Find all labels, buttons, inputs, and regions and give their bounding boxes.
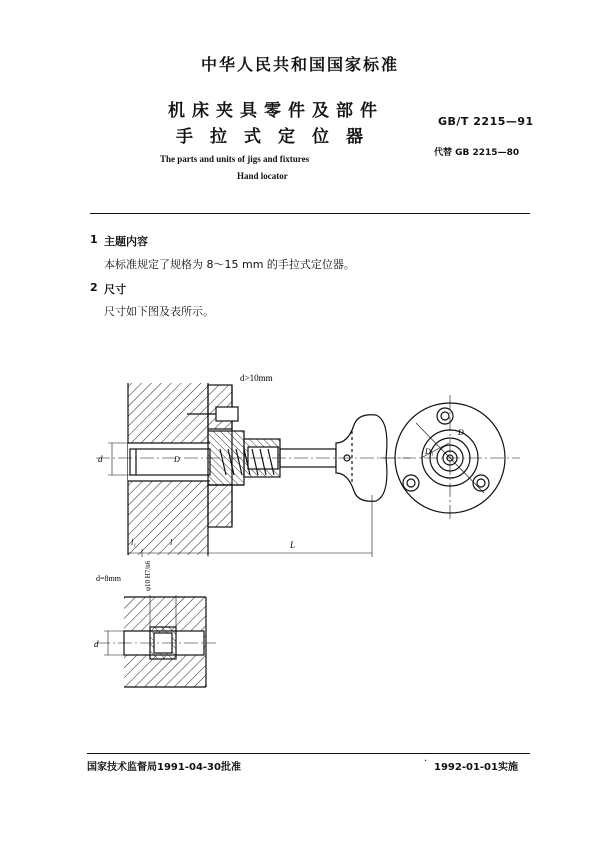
section-number: 1 [90, 233, 98, 246]
label-l1: l₁ [131, 538, 137, 547]
replaces-standard: 代替 GB 2215—80 [434, 148, 520, 158]
section-number: 2 [90, 281, 98, 294]
label-L: L [290, 540, 296, 550]
title-cn-line1: 机床夹具零件及部件 [168, 101, 384, 121]
fit-note: φ10 H7/n6 [144, 560, 152, 591]
section-title: 主题内容 [104, 235, 148, 248]
note-small: d=8mm [96, 574, 121, 583]
national-standard-heading: 中华人民共和国国家标准 [200, 55, 399, 74]
implementation-date: 1992-01-01实施 [434, 762, 518, 773]
title-en-line2: Hand locator [237, 171, 288, 181]
label-d: d [94, 639, 99, 649]
label-l: l [170, 538, 173, 547]
section-paragraph: 尺寸如下图及表所示。 [104, 305, 214, 318]
label-D: D [174, 455, 180, 464]
hand-locator-drawing [90, 365, 530, 705]
label-D1: D₁ [425, 447, 434, 456]
header-rule [90, 213, 530, 214]
standard-number: GB/T 2215—91 [438, 115, 534, 128]
detail-view [96, 595, 216, 687]
section-paragraph: 本标准规定了规格为 8～15 mm 的手拉式定位器。 [104, 258, 355, 271]
title-cn-line2: 手拉式定位器 [176, 127, 380, 147]
label-D: D [458, 428, 464, 437]
sectional-view [96, 383, 410, 557]
title-en-line1: The parts and units of jigs and fixtures [160, 154, 310, 164]
note-main: d>10mm [240, 373, 273, 383]
section-title: 尺寸 [104, 283, 126, 296]
footer-rule [87, 753, 530, 754]
approval-note: 国家技术监督局1991-04-30批准 [87, 762, 241, 773]
implementation-mark: · [424, 756, 428, 767]
label-d: d [98, 454, 103, 464]
